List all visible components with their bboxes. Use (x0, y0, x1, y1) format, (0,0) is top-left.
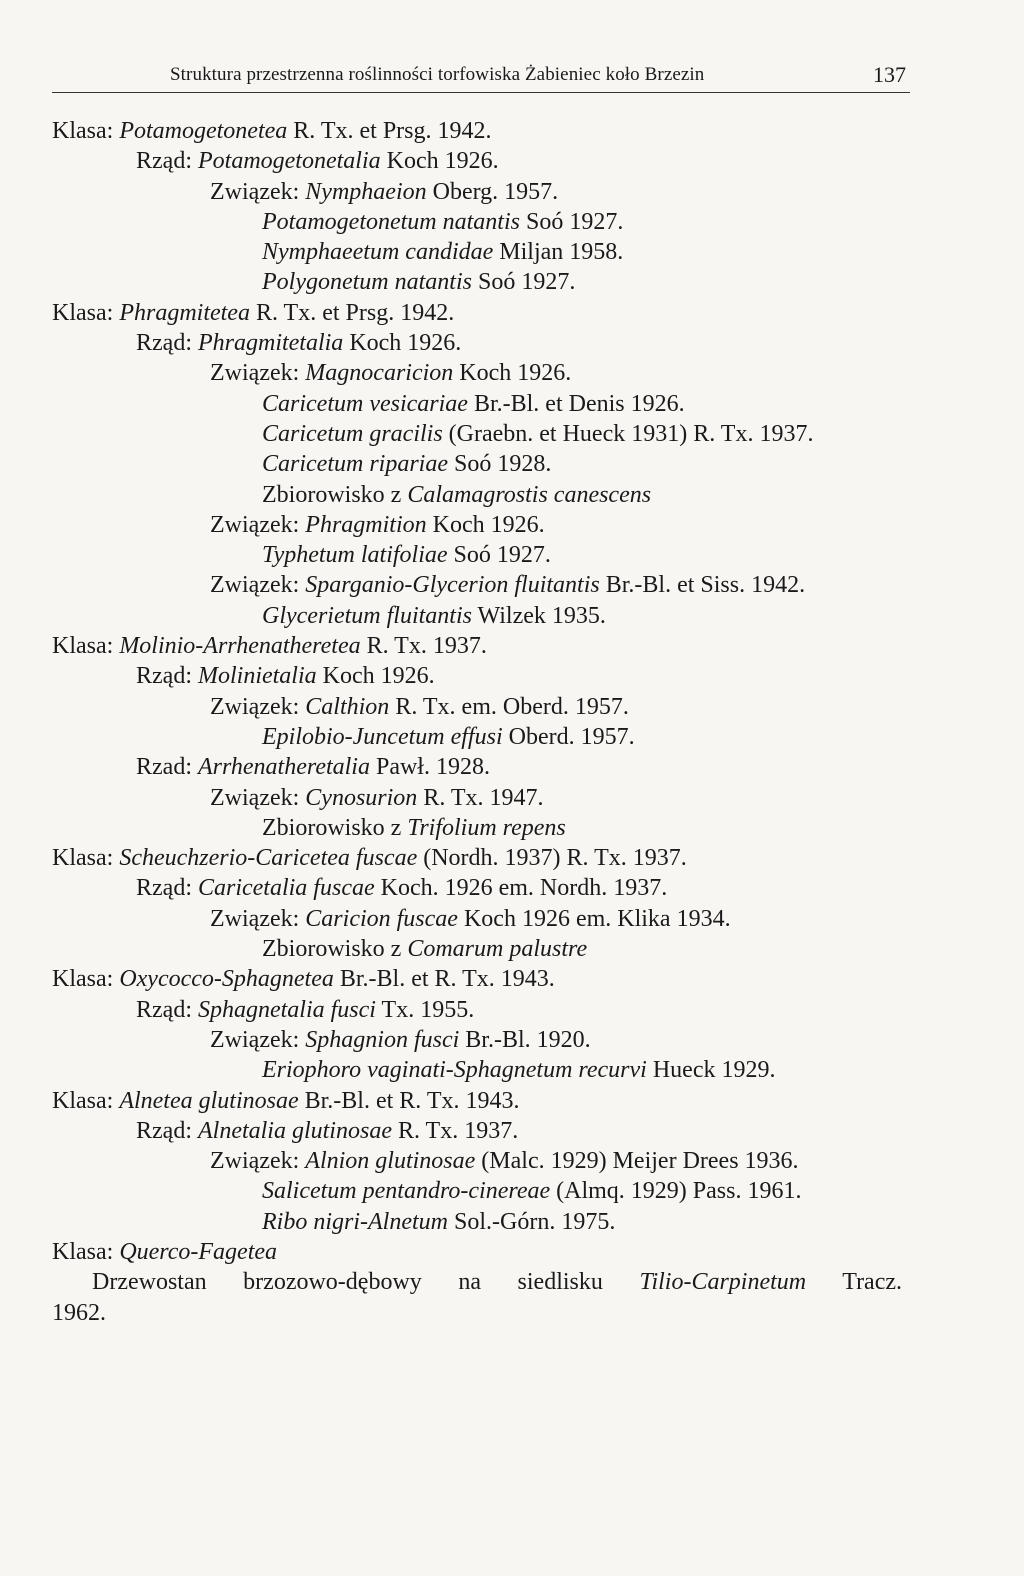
taxon-author: Koch 1926. (459, 360, 572, 387)
taxon-name: Sparganio-Glycerion fluitantis (305, 572, 600, 599)
taxon-name: Sphagnetalia fusci (197, 996, 376, 1023)
taxon-name: Phragmitetalia (197, 330, 344, 357)
taxon-author: Br.-Bl. et Siss. 1942. (605, 572, 806, 599)
list-item (52, 389, 912, 419)
list-item (52, 510, 912, 540)
list-item (52, 146, 912, 176)
taxon-author: Br.-Bl. et R. Tx. 1943. (339, 966, 555, 993)
taxon-name: Ribo nigri-Alnetum (262, 1208, 448, 1235)
taxon-name: Caricion fuscae (305, 905, 458, 932)
rank-label: Klasa: (52, 299, 114, 326)
list-item (52, 298, 912, 328)
list-item (52, 1207, 912, 1237)
list-item (52, 904, 912, 934)
list-item (52, 964, 912, 994)
list-item (52, 1116, 912, 1146)
taxon-name: Polygonetum natantis (262, 269, 472, 296)
rank-label: Klasa: (52, 845, 114, 872)
rank-label: Związek: (210, 178, 300, 205)
page-number: 137 (873, 62, 906, 87)
list-item (52, 873, 912, 903)
rank-label: Związek: (210, 693, 300, 720)
list-item (52, 722, 912, 752)
list-item (52, 116, 912, 146)
taxon-name: Magnocaricion (305, 360, 454, 387)
list-item (52, 601, 912, 631)
list-item (52, 358, 912, 388)
list-item (52, 692, 912, 722)
list-item (52, 177, 912, 207)
rank-label: Klasa: (52, 1087, 114, 1114)
list-item (52, 631, 912, 661)
list-item (52, 752, 912, 782)
taxon-author: Soó 1927. (525, 208, 624, 235)
taxon-author: Br.-Bl. 1920. (465, 1026, 591, 1053)
taxon-name: Typhetum latifoliae (262, 542, 448, 569)
closing-year: 1962. (52, 1299, 106, 1326)
taxon-author: Koch 1926. (432, 511, 545, 538)
list-item (52, 267, 912, 297)
list-item (52, 813, 912, 843)
list-item (52, 783, 912, 813)
list-item (52, 480, 912, 510)
list-item (52, 237, 912, 267)
closing-continuation (52, 1298, 912, 1328)
taxon-author: R. Tx. 1947. (423, 784, 544, 811)
list-item (52, 1146, 912, 1176)
taxon-name: Eriophoro vaginati-Sphagnetum recurvi (262, 1057, 647, 1084)
taxon-name: Glycerietum fluitantis (262, 602, 472, 629)
closing-text: Drzewostan brzozowo-dębowy na siedlisku (92, 1269, 603, 1296)
taxon-author: Wilzek 1935. (477, 602, 606, 629)
rank-label: Rząd: (136, 148, 192, 175)
rank-label: Rząd: (136, 330, 192, 357)
rank-label: Zbiorowisko z (262, 814, 402, 841)
list-item (52, 207, 912, 237)
rank-label: Związek: (210, 511, 300, 538)
taxon-name: Salicetum pentandro-cinereae (262, 1178, 551, 1205)
taxon-author: Koch 1926 em. Klika 1934. (463, 905, 731, 932)
list-item (52, 419, 912, 449)
rank-label: Rząd: (136, 996, 192, 1023)
rank-label: Związek: (210, 1026, 300, 1053)
taxon-author: R. Tx. em. Oberd. 1957. (395, 693, 629, 720)
rank-label: Rząd: (136, 875, 192, 902)
taxon-name: Potamogetonetea (119, 118, 288, 144)
rank-label: Klasa: (52, 633, 114, 660)
taxon-name: Potamogetonetum natantis (262, 208, 520, 235)
rank-label: Rząd: (136, 1117, 192, 1144)
rank-label: Klasa: (52, 118, 114, 144)
taxon-author: Pawł. 1928. (375, 754, 490, 781)
taxon-name: Trifolium repens (407, 814, 566, 841)
taxon-author: Soó 1927. (453, 542, 551, 569)
list-item (52, 449, 912, 479)
taxon-name: Alnion glutinosae (305, 1148, 476, 1175)
taxon-name: Phragmition (305, 511, 427, 538)
rank-label: Zbiorowisko z (262, 936, 402, 963)
running-header (52, 62, 910, 93)
taxon-name: Querco-Fagetea (119, 1238, 278, 1265)
taxon-author: R. Tx. et Prsg. 1942. (293, 118, 492, 144)
taxon-name: Scheuchzerio-Caricetea fuscae (119, 845, 418, 872)
list-item (52, 1086, 912, 1116)
list-item (52, 661, 912, 691)
taxon-author: R. Tx. et Prsg. 1942. (255, 299, 455, 326)
rank-label: Związek: (210, 784, 300, 811)
taxon-author: Tx. 1955. (381, 996, 475, 1023)
taxon-author: R. Tx. 1937. (366, 633, 487, 660)
taxon-name: Alnetalia glutinosae (197, 1117, 392, 1144)
list-item (52, 843, 912, 873)
rank-label: Związek: (210, 905, 300, 932)
rank-label: Związek: (210, 360, 300, 387)
taxon-name: Calamagrostis canescens (407, 481, 652, 508)
taxon-author: (Graebn. et Hueck 1931) R. Tx. 1937. (448, 420, 814, 447)
taxon-author: Koch. 1926 em. Nordh. 1937. (380, 875, 668, 902)
list-item (52, 1055, 912, 1085)
taxon-author: (Almq. 1929) Pass. 1961. (556, 1178, 802, 1205)
taxon-author: R. Tx. 1937. (397, 1117, 519, 1144)
taxon-name: Caricetalia fuscae (197, 875, 375, 902)
list-item (52, 934, 912, 964)
taxon-name: Epilobio-Juncetum effusi (262, 723, 503, 750)
taxon-author: (Nordh. 1937) R. Tx. 1937. (423, 845, 687, 872)
rank-label: Klasa: (52, 1238, 114, 1265)
taxon-name: Nymphaeetum candidae (262, 239, 494, 266)
taxon-author: Oberg. 1957. (432, 178, 559, 205)
rank-label: Związek: (210, 572, 300, 599)
rank-label: Związek: (210, 1148, 300, 1175)
taxon-name: Cynosurion (305, 784, 418, 811)
list-item (52, 540, 912, 570)
taxon-author: Soó 1927. (477, 269, 576, 296)
taxon-name: Nymphaeion (305, 178, 427, 205)
rank-label: Zbiorowisko z (262, 481, 402, 508)
rank-label: Klasa: (52, 966, 114, 993)
taxon-author: Br.-Bl. et Denis 1926. (473, 390, 685, 417)
taxon-author: Oberd. 1957. (508, 723, 635, 750)
taxon-name: Oxycocco-Sphagnetea (119, 966, 334, 993)
list-item (52, 1025, 912, 1055)
taxon-author: Hueck 1929. (652, 1057, 776, 1084)
taxon-name: Caricetum gracilis (262, 420, 443, 447)
list-item (52, 328, 912, 358)
list-item (52, 995, 912, 1025)
syntaxonomic-list (52, 116, 912, 1328)
taxon-name: Molinio-Arrhenatheretea (119, 633, 361, 660)
taxon-name: Phragmitetea (119, 299, 250, 326)
taxon-author: Miljan 1958. (499, 239, 624, 266)
taxon-author: Koch 1926. (386, 148, 499, 175)
taxon-author: Koch 1926. (322, 663, 435, 690)
rank-label: Rząd: (136, 663, 192, 690)
taxon-author: Koch 1926. (349, 330, 462, 357)
taxon-name: Calthion (305, 693, 390, 720)
closing-author: Tracz. (842, 1269, 903, 1296)
list-item (52, 1237, 912, 1267)
closing-paragraph (52, 1267, 912, 1297)
rank-label: Rzad: (136, 754, 192, 781)
taxon-author: (Malc. 1929) Meijer Drees 1936. (481, 1148, 799, 1175)
closing-taxon-name: Tilio-Carpinetum (639, 1269, 807, 1296)
taxon-name: Caricetum vesicariae (262, 390, 468, 417)
taxon-name: Molinietalia (197, 663, 317, 690)
taxon-author: Sol.-Górn. 1975. (453, 1208, 616, 1235)
taxon-author: Br.-Bl. et R. Tx. 1943. (304, 1087, 520, 1114)
running-title: Struktura przestrzenna roślinności torfowiska Żabieniec koło Brzezin (170, 64, 705, 85)
taxon-name: Potamogetonetalia (197, 148, 381, 175)
list-item (52, 570, 912, 600)
list-item (52, 1176, 912, 1206)
taxon-author: Soó 1928. (454, 451, 552, 478)
taxon-name: Sphagnion fusci (305, 1026, 460, 1053)
taxon-name: Comarum palustre (407, 936, 588, 963)
taxon-name: Caricetum ripariae (262, 451, 448, 478)
taxon-name: Alnetea glutinosae (119, 1087, 299, 1114)
taxon-name: Arrhenatheretalia (197, 754, 370, 781)
